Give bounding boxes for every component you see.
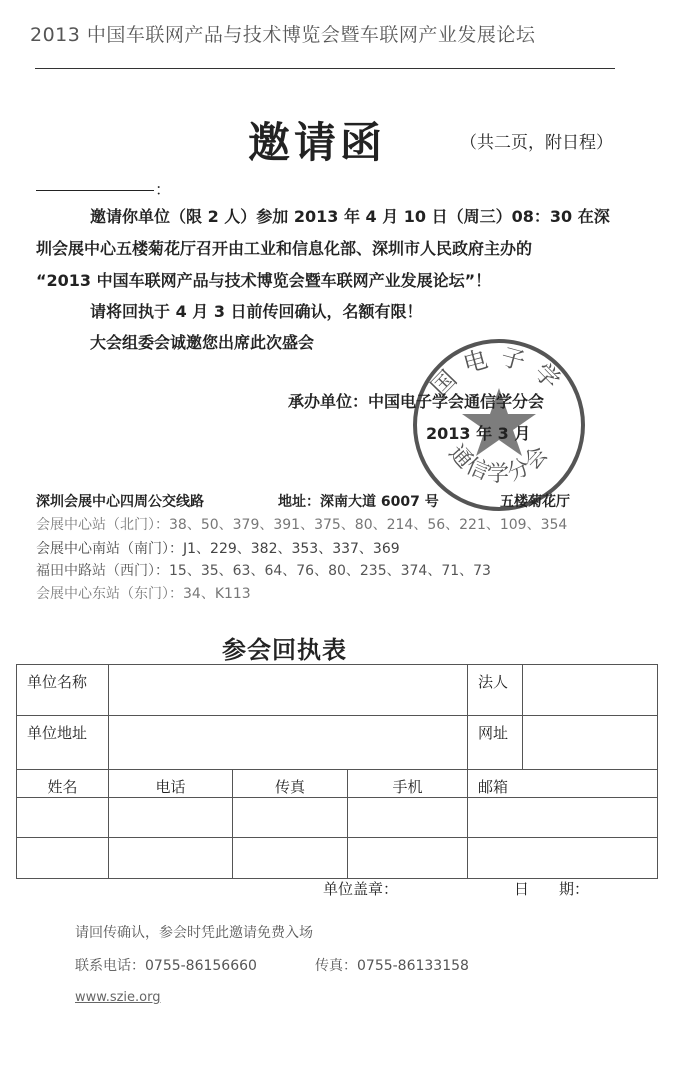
bus-route-item: 会展中心南站（南门）：J1、229、382、353、337、369 [36,541,400,557]
addressee-colon: ： [155,180,172,199]
svg-text:通信学分会 [444,440,555,487]
page-note: （共二页，附日程） [460,133,613,153]
attendee-name-field[interactable] [17,798,109,838]
attendee-phone-field[interactable] [109,798,233,838]
addressee-blank[interactable] [36,190,154,191]
seal-top-text: 国电子学 [425,342,573,402]
column-header-mobile: 手机 [392,778,423,796]
legal-rep-label-cell [468,665,523,716]
invitation-paragraph: “2013 中国车联网产品与技术博览会暨车联网产业发展论坛”！ [36,271,492,290]
reply-form-title: 参会回执表 [222,636,347,664]
issue-date: 2013 年 3 月 [426,424,531,443]
unit-address-field[interactable] [109,716,468,770]
column-header [233,770,348,798]
attendee-mobile-field[interactable] [348,798,468,838]
website-link[interactable]: www.szie.org [75,990,161,1005]
website-label-cell [468,716,523,770]
venue-floor: 五楼菊花厅 [500,494,570,510]
venue-address: 地址：深南大道 6007 号 [278,494,439,510]
bus-route-item: 会展中心站（北门）：38、50、379、391、375、80、214、56、221、109、354 [36,517,568,533]
attendee-email-field[interactable] [468,798,658,838]
unit-seal-label: 单位盖章： [323,880,399,898]
contact-fax: 传真：0755-86133158 [315,958,469,974]
unit-address-label-cell [17,716,109,770]
column-header-phone: 电话 [155,778,186,796]
invitation-paragraph: 圳会展中心五楼菊花厅召开由工业和信息化部、深圳市人民政府主办的 [36,239,533,258]
column-header-fax: 传真 [274,778,305,796]
invitation-paragraph: 邀请你单位（限 2 人）参加 2013 年 4 月 10 日（周三）08：30 在深 [90,207,610,226]
attendee-mobile-field[interactable] [348,838,468,879]
bus-route-item: 福田中路站（西门）：15、35、63、64、76、80、235、374、71、73 [36,563,491,579]
bus-route-item: 会展中心东站（东门）：34、K113 [36,586,251,602]
website-label: 网址 [478,724,509,742]
invitation-paragraph: 大会组委会诚邀您出席此次盛会 [90,333,315,352]
invitation-paragraph: 请将回执于 4 月 3 日前传回确认，名额有限！ [90,302,423,321]
column-header [109,770,233,798]
column-header-email: 邮箱 [478,778,509,796]
header-divider [35,68,615,69]
column-header [348,770,468,798]
legal-rep-field[interactable] [523,665,658,716]
column-header-name: 姓名 [47,778,78,796]
event-header: 2013 中国车联网产品与技术博览会暨车联网产业发展论坛 [30,24,536,46]
attendee-name-field[interactable] [17,838,109,879]
bus-routes-heading: 深圳会展中心四周公交线路 [36,494,204,510]
contact-phone: 联系电话：0755-86156660 [75,958,257,974]
column-header [468,770,658,798]
attendee-email-field[interactable] [468,838,658,879]
unit-name-label: 单位名称 [27,673,88,691]
attendee-phone-field[interactable] [109,838,233,879]
legal-rep-label: 法人 [478,673,509,691]
website-field[interactable] [523,716,658,770]
confirm-note: 请回传确认，参会时凭此邀请免费入场 [75,925,313,941]
unit-address-label: 单位地址 [27,724,88,742]
seal-bottom-text: 通信学分会 [443,440,555,487]
column-header [17,770,109,798]
unit-name-label-cell [17,665,109,716]
attendee-fax-field[interactable] [233,798,348,838]
form-date-label: 日 期： [514,880,590,898]
attendee-fax-field[interactable] [233,838,348,879]
invitation-title: 邀请函 [248,118,387,167]
organizer-line: 承办单位：中国电子学会通信学分会 [288,392,545,411]
unit-name-field[interactable] [109,665,468,716]
reply-form-table [16,664,658,879]
